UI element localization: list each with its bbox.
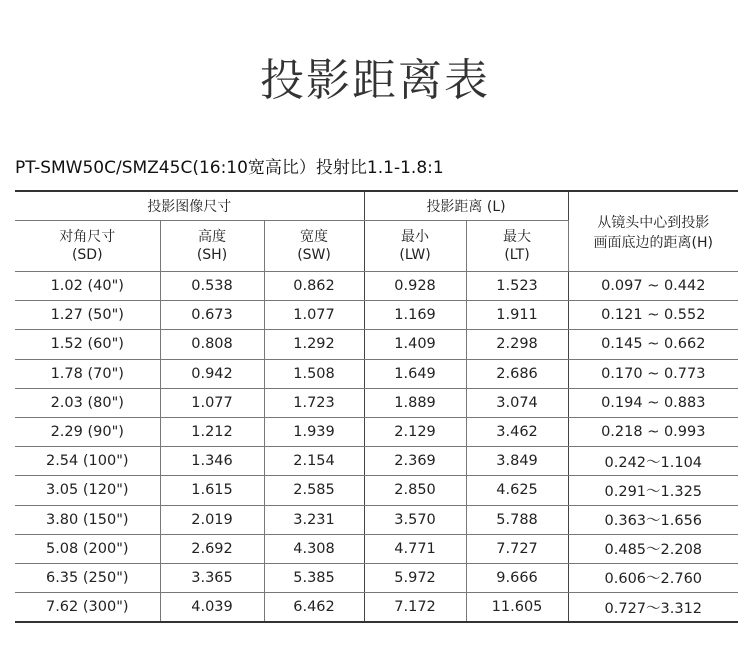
cell-min-distance: 4.771 — [364, 534, 466, 563]
cell-height: 1.077 — [160, 388, 264, 417]
cell-min-distance: 5.972 — [364, 563, 466, 592]
cell-offset: 0.097 ~ 0.442 — [568, 272, 738, 301]
cell-diagonal: 2.03 (80") — [15, 388, 160, 417]
cell-width: 1.508 — [264, 359, 364, 388]
cell-max-distance: 1.523 — [466, 272, 568, 301]
cell-width: 1.077 — [264, 301, 364, 330]
cell-diagonal: 1.02 (40") — [15, 272, 160, 301]
table-subtitle: PT-SMW50C/SMZ45C(16:10宽高比）投射比1.1-1.8:1 — [15, 158, 444, 178]
cell-min-distance: 1.169 — [364, 301, 466, 330]
page-title: 投影距离表 — [260, 55, 490, 106]
cell-width: 5.385 — [264, 563, 364, 592]
cell-diagonal: 1.52 (60") — [15, 330, 160, 359]
cell-width: 6.462 — [264, 593, 364, 623]
cell-height: 1.615 — [160, 476, 264, 505]
cell-offset: 0.170 ~ 0.773 — [568, 359, 738, 388]
table-row — [15, 417, 738, 446]
cell-min-distance: 3.570 — [364, 505, 466, 534]
cell-max-distance: 5.788 — [466, 505, 568, 534]
cell-width: 3.231 — [264, 505, 364, 534]
table-row — [15, 388, 738, 417]
cell-min-distance: 0.928 — [364, 272, 466, 301]
cell-offset: 0.121 ~ 0.552 — [568, 301, 738, 330]
cell-min-distance: 1.409 — [364, 330, 466, 359]
cell-diagonal: 1.78 (70") — [15, 359, 160, 388]
cell-offset: 0.363～1.656 — [568, 505, 738, 534]
header-offset-line2: 画面底边的距离(H) — [593, 234, 713, 251]
header-height-label: 高度 — [198, 229, 226, 245]
table-row — [15, 476, 738, 505]
cell-width: 2.154 — [264, 447, 364, 476]
cell-offset: 0.606～2.760 — [568, 563, 738, 592]
table-row — [15, 272, 738, 301]
header-width-code: (SW) — [297, 247, 331, 263]
header-max — [466, 221, 568, 272]
cell-width: 1.723 — [264, 388, 364, 417]
cell-offset: 0.485～2.208 — [568, 534, 738, 563]
cell-diagonal: 2.54 (100") — [15, 447, 160, 476]
header-offset-line1: 从镜头中心到投影 — [597, 214, 710, 231]
cell-height: 0.673 — [160, 301, 264, 330]
header-height — [160, 221, 264, 272]
cell-diagonal: 5.08 (200") — [15, 534, 160, 563]
cell-max-distance: 1.911 — [466, 301, 568, 330]
cell-height: 2.692 — [160, 534, 264, 563]
header-width-label: 宽度 — [300, 229, 329, 245]
cell-height: 1.346 — [160, 447, 264, 476]
cell-height: 0.808 — [160, 330, 264, 359]
header-projection-distance: 投影距离 (L) — [364, 191, 568, 221]
cell-max-distance: 3.074 — [466, 388, 568, 417]
cell-min-distance: 2.129 — [364, 417, 466, 446]
cell-diagonal: 1.27 (50") — [15, 301, 160, 330]
header-height-code: (SH) — [196, 247, 228, 263]
cell-width: 0.862 — [264, 272, 364, 301]
header-image-size: 投影图像尺寸 — [15, 191, 364, 221]
header-min — [364, 221, 466, 272]
cell-max-distance: 3.462 — [466, 417, 568, 446]
cell-offset: 0.194 ~ 0.883 — [568, 388, 738, 417]
cell-offset: 0.291～1.325 — [568, 476, 738, 505]
cell-diagonal: 2.29 (90") — [15, 417, 160, 446]
table-row — [15, 447, 738, 476]
cell-diagonal: 7.62 (300") — [15, 593, 160, 623]
cell-max-distance: 11.605 — [466, 593, 568, 623]
cell-height: 0.538 — [160, 272, 264, 301]
cell-offset: 0.145 ~ 0.662 — [568, 330, 738, 359]
table-row — [15, 534, 738, 563]
cell-max-distance: 9.666 — [466, 563, 568, 592]
cell-height: 1.212 — [160, 417, 264, 446]
cell-min-distance: 1.649 — [364, 359, 466, 388]
cell-diagonal: 3.80 (150") — [15, 505, 160, 534]
cell-max-distance: 7.727 — [466, 534, 568, 563]
cell-min-distance: 2.369 — [364, 447, 466, 476]
table-row — [15, 301, 738, 330]
header-diagonal — [15, 221, 160, 272]
cell-width: 2.585 — [264, 476, 364, 505]
header-min-code: (LW) — [399, 247, 431, 263]
table-row — [15, 563, 738, 592]
cell-diagonal: 3.05 (120") — [15, 476, 160, 505]
cell-offset: 0.242～1.104 — [568, 447, 738, 476]
cell-min-distance: 7.172 — [364, 593, 466, 623]
cell-min-distance: 2.850 — [364, 476, 466, 505]
header-diagonal-label: 对角尺寸 — [59, 229, 116, 245]
cell-height: 3.365 — [160, 563, 264, 592]
table-row — [15, 330, 738, 359]
cell-height: 2.019 — [160, 505, 264, 534]
cell-max-distance: 3.849 — [466, 447, 568, 476]
header-min-label: 最小 — [401, 229, 430, 245]
cell-offset: 0.727～3.312 — [568, 593, 738, 623]
header-max-code: (LT) — [504, 247, 530, 263]
cell-width: 4.308 — [264, 534, 364, 563]
cell-height: 4.039 — [160, 593, 264, 623]
cell-max-distance: 4.625 — [466, 476, 568, 505]
cell-min-distance: 1.889 — [364, 388, 466, 417]
cell-width: 1.939 — [264, 417, 364, 446]
header-width — [264, 221, 364, 272]
cell-diagonal: 6.35 (250") — [15, 563, 160, 592]
table-row — [15, 359, 738, 388]
cell-offset: 0.218 ~ 0.993 — [568, 417, 738, 446]
header-offset-distance — [568, 191, 738, 272]
cell-max-distance: 2.686 — [466, 359, 568, 388]
table-row — [15, 593, 738, 623]
header-diagonal-code: (SD) — [71, 247, 103, 263]
projection-distance-table — [15, 190, 738, 623]
cell-height: 0.942 — [160, 359, 264, 388]
header-max-label: 最大 — [503, 229, 532, 245]
table-row — [15, 505, 738, 534]
cell-width: 1.292 — [264, 330, 364, 359]
cell-max-distance: 2.298 — [466, 330, 568, 359]
